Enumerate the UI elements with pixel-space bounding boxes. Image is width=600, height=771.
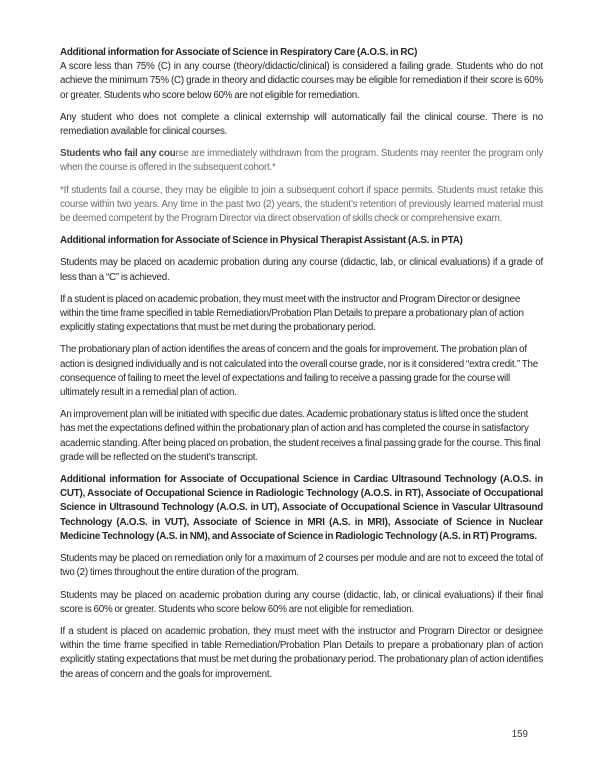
imaging-probation-paragraph: Students may be placed on academic probation during any course (didactic, lab, or clinical evaluations) if their final score is 60% or greater. Students who score below 60% are not eligible for remediation. xyxy=(60,589,543,615)
rc-externship-paragraph: Any student who does not complete a clinical externship will automatically fail the clinical course. There is no remediation available for clinical courses. xyxy=(60,111,543,138)
page-content xyxy=(60,46,543,690)
pta-improvement-paragraph: An improvement plan will be initiated with specific due dates. Academic probationary status is lifted once the student has met the expectations defined within the probationary plan of action and has completed the course in satisfactory academic standing. After being placed on probation, the student receives a final passing grade for the course. This final grade will be reflected on the student’s transcript. xyxy=(60,409,541,463)
heading-physical-therapist-assistant: Additional information for Associate of Science in Physical Therapist Assistant (A.S. in PTA) xyxy=(60,235,463,247)
pta-plan-paragraph: The probationary plan of action identifies the areas of concern and the goals for improvement. The probation plan of action is designed individually and is not calculated into the overall course grade, nor is it considered “extra credit.” The consequence of failing to meet the level of expectations and failing to receive a passing grade for the course will ultimately result in a remedial plan of action. xyxy=(60,344,538,399)
rc-withdrawal-bold-lead: Students who fail any cou xyxy=(60,148,176,160)
pta-probation-paragraph: Students may be placed on academic probation during any course (didactic, lab, or clinical evaluations) if a grade of less than a “C” is achieved. xyxy=(60,257,543,283)
rc-footnote-paragraph: *If students fail a course, they may be eligible to join a subsequent cohort if space permits. Students must retake this course within two years. Any time in the past two (2) years, the student’s retention of previously learned material must be deemed competent by the Program Director via direct observation of skills check or comprehensive exam. xyxy=(60,184,543,225)
imaging-meeting-paragraph: If a student is placed on academic probation, they must meet with the instructor and Program Director or designee within the time frame specified in table Remediation/Probation Plan Details to prepare a probationary plan of action explicitly stating expectations that must be met during the probationary period. The probationary plan of action identifies the areas of concern and the goals for improvement. xyxy=(60,625,543,680)
heading-respiratory-care: Additional information for Associate of Science in Respiratory Care (A.O.S. in RC) xyxy=(60,47,418,58)
imaging-remediation-paragraph: Students may be placed on remediation only for a maximum of 2 courses per module and are not to exceed the total of two (2) times throughout the entire duration of the program. xyxy=(60,553,543,579)
heading-imaging-programs: Additional information for Associate of Occupational Science in Cardiac Ultrasound Technology (A.O.S. in CUT), Associate of Occupational Science in Radiologic Technology (A.O.S. in RT), Associate of Occupational Science in Ultrasound Technology (A.O.S. in UT), Associate of Occupational Science in Vascular Ultrasound Technology (A.O.S. in VUT), Associate of Science in MRI (A.S. in MRI), Associate of Science in Nuclear Medicine Technology (A.S. in NM), and Associate of Science in Radiologic Technology (A.S. in RT) Programs. xyxy=(60,474,543,542)
pta-meeting-paragraph: If a student is placed on academic probation, they must meet with the instructor and Program Director or designee within the time frame specified in table Remediation/Probation Plan Details to prepare a probationary plan of action explicitly stating expectations that must be met during the probationary period. xyxy=(60,293,524,334)
rc-grading-paragraph: A score less than 75% (C) in any course (theory/didactic/clinical) is considered a failing grade. Students who do not achieve the minimum 75% (C) grade in theory and didactic courses may be eligible for remediation if their score is 60% or greater. Students who score below 60% are not eligible for remediation. xyxy=(60,61,543,101)
rc-withdrawal-paragraph xyxy=(60,147,543,175)
rc-withdrawal-rest: rse are immediately withdrawn from the program. Students may reenter the program only when the course is offered in the subsequent cohort.* xyxy=(60,148,544,174)
page-number: 159 xyxy=(511,729,528,740)
